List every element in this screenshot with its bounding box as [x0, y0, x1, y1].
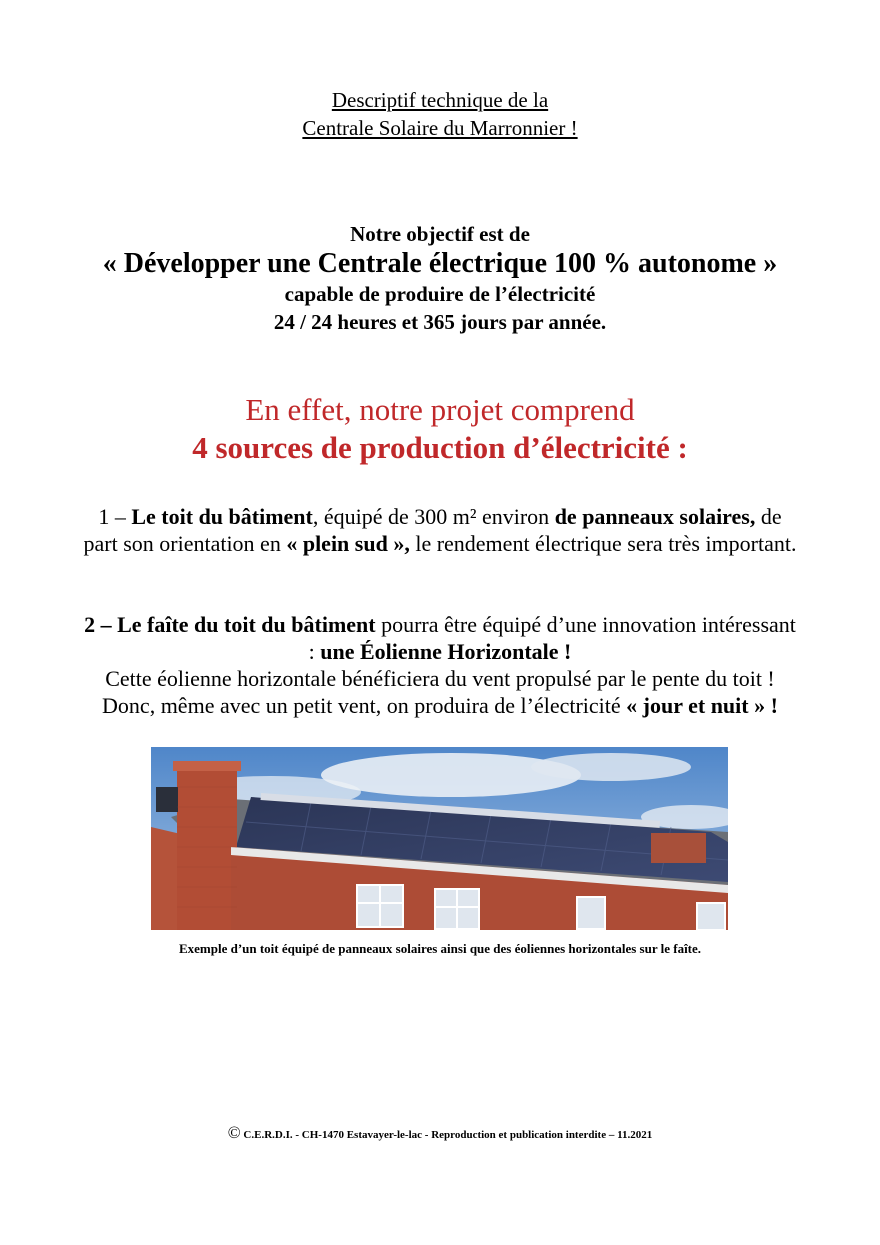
sources-line-2: 4 sources de production d’électricité :	[192, 430, 688, 465]
title-line-1: Descriptif technique de la	[331, 88, 549, 112]
item1-bold-panels: de panneaux solaires,	[554, 504, 756, 529]
item1-text-3: le rendement électrique sera très important.	[409, 531, 797, 556]
item2-bold-ridge: 2 – Le faîte du toit du bâtiment	[84, 612, 376, 637]
photo-caption: Exemple d’un toit équipé de panneaux solaires ainsi que des éoliennes horizontales sur le faîte.	[178, 941, 702, 956]
sources-line-1: En effet, notre projet comprend	[245, 392, 635, 427]
solar-roof-photo	[151, 747, 728, 930]
item1-prefix: 1 –	[98, 504, 132, 529]
item2-bold-daynight: « jour et nuit » !	[626, 693, 778, 718]
item2-bold-wind: une Éolienne Horizontale !	[320, 639, 572, 664]
item1-text-2: de part son orientation en	[83, 504, 782, 556]
copyright-symbol: ©	[227, 1123, 241, 1142]
objective-block	[0, 220, 880, 336]
objective-line-3: capable de produire de l’électricité	[284, 282, 596, 306]
item1-text-1: , équipé de 300 m² environ	[312, 504, 555, 529]
objective-headline: « Développer une Centrale électrique 100 % autonome »	[102, 248, 778, 279]
objective-line-1: Notre objectif est de	[350, 222, 530, 246]
objective-line-4: 24 / 24 heures et 365 jours par année.	[273, 310, 607, 334]
sources-heading	[0, 392, 880, 468]
item1-bold-roof: Le toit du bâtiment	[131, 504, 313, 529]
title-line-2: Centrale Solaire du Marronnier !	[302, 116, 578, 140]
item2-text-1: pourra être équipé d’une innovation intéressant :	[308, 612, 796, 664]
source-item-2	[80, 611, 800, 719]
item2-text-2: Cette éolienne horizontale bénéficiera du vent propulsé par le pente du toit ! Donc, même avec un petit vent, on produira de l’électricité	[102, 666, 775, 718]
footer-copyright	[0, 1123, 880, 1143]
source-item-1	[80, 503, 800, 557]
footer-text: C.E.R.D.I. - CH-1470 Estavayer-le-lac - Reproduction et publication interdite – 11.2021	[240, 1129, 653, 1141]
document-title	[0, 86, 880, 142]
item1-bold-south: « plein sud »,	[286, 531, 410, 556]
